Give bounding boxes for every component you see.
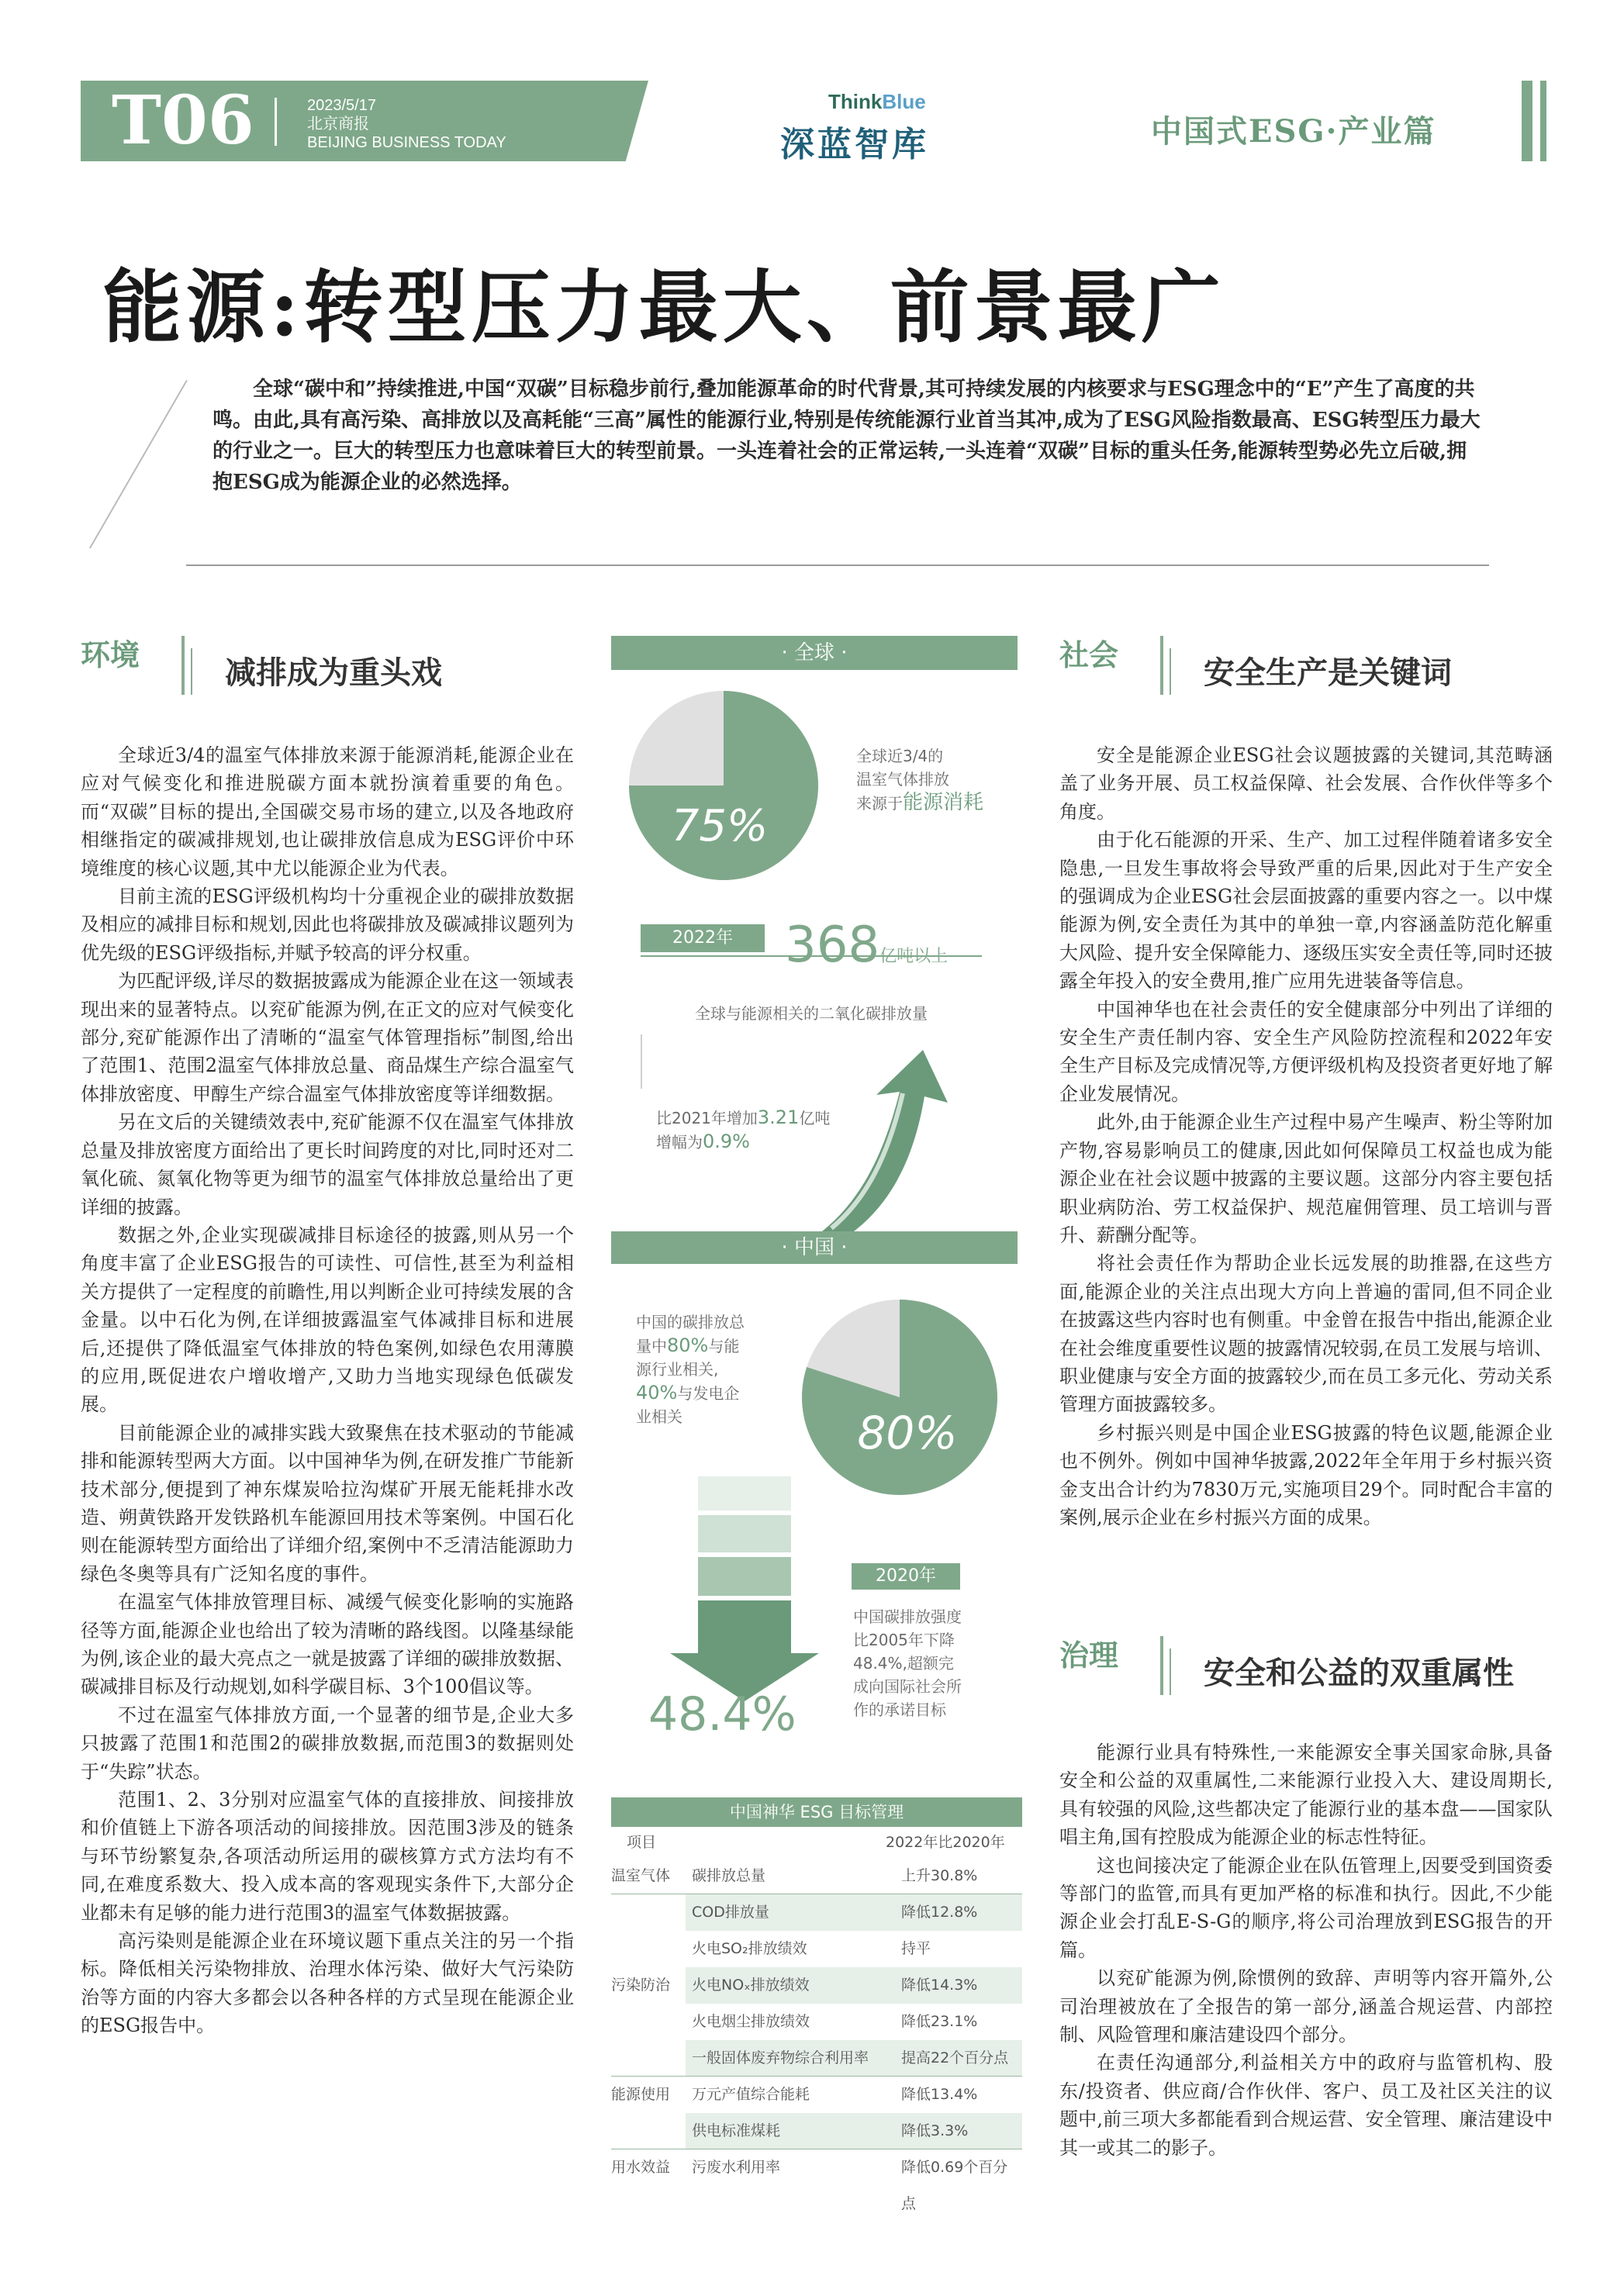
section-title: 中国式ESG·产业篇 — [1151, 113, 1436, 150]
body-paragraph: 乡村振兴则是中国企业ESG披露的特色议题,能源企业也不例外。例如中国神华披露,2022年全年用于乡村振兴资金支出合计约为7830万元,实施项目29个。同时配合丰富的案例,展示企业在乡村振兴方面的成果。 — [1059, 1421, 1553, 1528]
page-number: T06 — [112, 81, 254, 160]
china-desc-line: 业相关 — [636, 1407, 682, 1426]
deco-bar — [1540, 81, 1546, 161]
china-desc-line — [636, 1334, 766, 1358]
row-group: 污染防治 — [611, 1977, 671, 1994]
gov-heading: 安全和公益的双重属性 — [1204, 1655, 1514, 1691]
table-row — [611, 2113, 1022, 2149]
co2-value: 368 — [785, 917, 880, 974]
china-desc — [636, 1310, 766, 1428]
intensity-line: 中国碳排放强度 — [853, 1607, 962, 1626]
co2-caption: 全球与能源相关的二氧化碳排放量 — [695, 1004, 928, 1023]
row-item: 一般固体废弃物综合利用率 — [686, 2040, 895, 2077]
body-paragraph: 范围1、2、3分别对应温室气体的直接排放、间接排放和价值链上下游各项活动的间接排放。因范围3涉及的链条与环节纷繁复杂,各项活动所运用的碳核算方式方法均有不同,在难度系数大、投入成本高的客观现实条件下,大部分企业都未有足够的能力进行范围3的温室气体数据披露。 — [81, 1789, 574, 1924]
table-row — [611, 2149, 1022, 2212]
table-row — [611, 2004, 1022, 2040]
paper-name-cn: 北京商报 — [307, 116, 369, 133]
paper-name-en: BEIJING BUSINESS TODAY — [307, 134, 506, 151]
increase-text: 比2021年增加 — [656, 1109, 758, 1127]
issue-date: 2023/5/17 — [307, 97, 376, 114]
body-paragraph: 安全是能源企业ESG社会议题披露的关键词,其范畴涵盖了业务开展、员工权益保障、社会发展、合作伙伴等多个角度。 — [1059, 744, 1553, 823]
row-change: 降低23.1% — [901, 2013, 978, 2030]
deco-bar — [1522, 81, 1532, 161]
lead-box — [186, 374, 1489, 498]
row-item: 万元产值综合能耗 — [692, 2086, 810, 2103]
header-divider — [275, 98, 277, 146]
china-band: · 中国 · — [611, 1231, 1018, 1264]
lead-paragraph: 全球“碳中和”持续推进,中国“双碳”目标稳步前行,叠加能源革命的时代背景,其可持续发展的内核要求与ESG理念中的“E”产生了高度的共鸣。由此,具有高污染、高排放以及高耗能“三高”属性的能源行业,特别是传统能源行业首当其冲,成为了ESG风险指数最高、ESG转型压力最大的行业之一。巨大的转型压力也意味着巨大的转型前景。一头连着社会的正常运转,一头连着“双碳”目标的重头任务,能源转型势必先立后破,拥抱ESG成为能源企业的必然选择。 — [213, 378, 1481, 494]
china-desc-accent: 40% — [636, 1382, 678, 1403]
global-desc-line: 温室气体排放 — [856, 770, 949, 789]
row-item: 污废水利用率 — [692, 2159, 781, 2176]
intensity-line: 比2005年下降 — [853, 1631, 955, 1649]
env-tag-bar — [181, 636, 185, 695]
intensity-line: 作的承诺目标 — [853, 1700, 946, 1719]
table-row — [611, 1967, 1022, 2004]
body-paragraph: 目前能源企业的减排实践大致聚焦在技术驱动的节能减排和能源转型两大方面。以中国神华为例,在研发推广节能新技术部分,便提到了神东煤炭哈拉沟煤矿开展无能耗排水改造、朔黄铁路开发铁路机车能源回用技术等案例。中国石化则在能源转型方面给出了详细介绍,案例中不乏清洁能源助力绿色冬奥等具有广泛知名度的事件。 — [81, 1421, 574, 1585]
brand-en-think: Think — [828, 90, 883, 113]
env-tag: 环境 — [81, 637, 140, 672]
intensity-line: 成向国际社会所 — [853, 1677, 962, 1696]
increase-pct: 0.9% — [703, 1131, 750, 1152]
table-row — [611, 2077, 1022, 2113]
row-item: 火电烟尘排放绩效 — [692, 2013, 810, 2030]
row-group: 能源使用 — [611, 2086, 671, 2103]
row-change: 上升30.8% — [901, 1867, 978, 1884]
body-paragraph: 全球近3/4的温室气体排放来源于能源消耗,能源企业在应对气候变化和推进脱碳方面本就扮演着重要的角色。而“双碳”目标的提出,全国碳交易市场的建立,以及各地政府相继指定的碳减排规划,也让碳排放信息成为ESG评价中环境维度的核心议题,其中尤以能源企业为代表。 — [81, 744, 574, 879]
row-item: 供电标准煤耗 — [686, 2113, 895, 2149]
china-desc-line: 源行业相关, — [636, 1360, 719, 1379]
china-desc-text: 量中 — [636, 1337, 667, 1355]
brand-logo-cn: 深蓝智库 — [780, 125, 929, 164]
env-tag-bar — [191, 648, 192, 695]
china-pie — [799, 1296, 1000, 1498]
intensity-line: 48.4%,超额完 — [853, 1654, 954, 1673]
header-change: 2022年比2020年 — [886, 1834, 1005, 1851]
body-paragraph: 高污染则是能源企业在环境议题下重点关注的另一个指标。降低相关污染物排放、治理水体污染、做好大气污染防治等方面的内容大多都会以各种各样的方式呈现在能源企业的ESG报告中。 — [81, 1930, 574, 2037]
body-paragraph: 为匹配评级,详尽的数据披露成为能源企业在这一领域表现出来的显著特点。以兖矿能源为例,在正文的应对气候变化部分,兖矿能源作出了清晰的“温室气体管理指标”制图,给出了范围1、范围2温室气体排放总量、商品煤生产综合温室气体排放密度、甲醇生产综合温室气体排放密度等详细数据。 — [81, 970, 574, 1105]
table-row — [611, 1931, 1022, 1967]
row-change: 降低13.4% — [901, 2086, 978, 2103]
row-group: 用水效益 — [611, 2159, 671, 2176]
china-desc-text: 与能 — [708, 1337, 740, 1355]
row-change: 降低0.69个百分点 — [901, 2159, 1008, 2212]
row-item: COD排放量 — [686, 1894, 895, 1931]
publication-info — [307, 96, 506, 152]
env-body — [81, 741, 574, 2040]
global-pie — [627, 689, 821, 882]
up-arrow-icon — [814, 1045, 954, 1239]
row-item: 火电SO₂排放绩效 — [692, 1940, 807, 1957]
intensity-big: 48.4% — [648, 1687, 796, 1742]
table-row — [611, 2040, 1022, 2077]
global-pct-label: 75% — [671, 801, 769, 851]
body-paragraph: 中国神华也在社会责任的安全健康部分中列出了详细的安全生产责任制内容、安全生产风险防控流程和2022年安全生产目标及完成情况等,方便评级机构及投资者更好地了解企业发展情况。 — [1059, 998, 1553, 1105]
increase-value: 3.21 — [757, 1107, 800, 1128]
year-2022-tag: 2022年 — [641, 924, 765, 952]
body-paragraph: 目前主流的ESG评级机构均十分重视企业的碳排放数据及相应的减排目标和规划,因此也将碳排放及碳减排议题列为优先级的ESG评级指标,并赋予较高的评分权重。 — [81, 886, 574, 964]
body-paragraph: 能源行业具有特殊性,一来能源安全事关国家命脉,具备安全和公益的双重属性,二来能源行业投入大、建设周期长,具有较强的风险,这些都决定了能源行业的基本盘——国家队唱主角,国有控股成为能源企业的标志性特征。 — [1059, 1742, 1553, 1849]
china-desc-line — [636, 1381, 766, 1405]
env-heading: 减排成为重头戏 — [225, 654, 442, 691]
gov-body — [1059, 1738, 1553, 2162]
social-tag-bar — [1170, 648, 1171, 695]
brand-logo-en — [828, 90, 926, 114]
global-desc-line: 全球近3/4的 — [856, 747, 944, 765]
china-desc-line: 中国的碳排放总 — [636, 1313, 745, 1331]
body-paragraph: 将社会责任作为帮助企业长远发展的助推器,在这些方面,能源企业的关注点出现大方向上普遍的雷同,但不同企业在披露这些内容时也有侧重。中金曾在报告中指出,能源企业在社会维度重要性议题的披露情况较弱,在员工发展与培训、职业健康与安全方面的披露较少,而在员工多元化、劳动关系管理方面披露较多。 — [1059, 1252, 1553, 1416]
global-desc-text: 来源于 — [856, 794, 903, 813]
gov-tag-bar — [1170, 1649, 1171, 1695]
headline: 能源:转型压力最大、前景最广 — [102, 261, 1225, 354]
body-paragraph: 另在文后的关键绩效表中,兖矿能源不仅在温室气体排放总量及排放密度方面给出了更长时间跨度的对比,同时还对二氧化硫、氮氧化物等更为细节的温室气体排放总量给出了更详细的披露。 — [81, 1111, 574, 1218]
intensity-desc — [853, 1605, 983, 1721]
global-desc-line — [856, 791, 1027, 815]
down-arrow-icon — [667, 1476, 822, 1701]
social-body — [1059, 741, 1553, 1531]
china-pct-label: 80% — [857, 1407, 958, 1459]
body-paragraph: 数据之外,企业实现碳减排目标途径的披露,则从另一个角度丰富了企业ESG报告的可读性、可信性,甚至为利益相关方提供了一定程度的前瞻性,用以判断企业可持续发展的含金量。以中石化为例,在详细披露温室气体减排目标和进展后,还提供了降低温室气体排放的特色案例,如绿色农用薄膜的应用,既促进农户增收增产,又助力当地实现绿色低碳发展。 — [81, 1224, 574, 1416]
row-change: 降低14.3% — [895, 1967, 1022, 2004]
gov-tag-bar — [1160, 1636, 1163, 1695]
increase-desc — [656, 1106, 830, 1154]
social-heading: 安全生产是关键词 — [1204, 654, 1452, 691]
co2-unit: 亿吨以上 — [879, 947, 948, 966]
increase-line — [656, 1130, 830, 1154]
lead-rule — [186, 565, 1489, 566]
global-desc-accent: 能源消耗 — [903, 791, 984, 814]
body-paragraph: 不过在温室气体排放方面,一个显著的细节是,企业大多只披露了范围1和范围2的碳排放数据,而范围3的数据则处于“失踪”状态。 — [81, 1704, 574, 1783]
china-desc-accent: 80% — [667, 1334, 709, 1356]
china-desc-text: 与发电企 — [677, 1384, 740, 1403]
brand-en-blue: Blue — [882, 90, 926, 113]
increase-line — [656, 1106, 830, 1130]
co2-number — [785, 918, 948, 984]
table-body — [611, 1858, 1022, 2212]
table-title: 中国神华 ESG 目标管理 — [611, 1797, 1022, 1827]
body-paragraph: 这也间接决定了能源企业在队伍管理上,因要受到国资委等部门的监管,而具有更加严格的标准和执行。因此,不少能源企业会打乱E-S-G的顺序,将公司治理放到ESG报告的开篇。 — [1059, 1854, 1553, 1961]
gov-tag: 治理 — [1059, 1638, 1119, 1673]
row-change: 降低12.8% — [895, 1894, 1022, 1931]
table-header — [611, 1827, 1022, 1858]
global-desc — [856, 744, 1027, 815]
table-row — [611, 1858, 1022, 1894]
caption-rule — [641, 1034, 642, 1089]
row-item: 碳排放总量 — [692, 1867, 766, 1884]
lead-decoration — [89, 380, 188, 549]
table-row — [611, 1894, 1022, 1931]
body-paragraph: 以兖矿能源为例,除惯例的致辞、声明等内容开篇外,公司治理被放在了全报告的第一部分,涵盖合规运营、内部控制、风险管理和廉洁建设四个部分。 — [1059, 1967, 1553, 2046]
row-change: 提高22个百分点 — [895, 2040, 1022, 2077]
header-item: 项目 — [627, 1834, 657, 1851]
body-paragraph: 此外,由于能源企业生产过程中易产生噪声、粉尘等附加产物,容易影响员工的健康,因此如何保障员工权益也成为能源企业在社会议题中披露的主要议题。这部分内容主要包括职业病防治、劳工权益保护、规范雇佣管理、员工培训与晋升、薪酬分配等。 — [1059, 1111, 1553, 1246]
row-item: 火电NOₓ排放绩效 — [686, 1967, 895, 2004]
body-paragraph: 由于化石能源的开采、生产、加工过程伴随着诸多安全隐患,一旦发生事故将会导致严重的后果,因此对于生产安全的强调成为企业ESG社会层面披露的重要内容之一。以中煤能源为例,安全责任为其中的单独一章,内容涵盖防范化解重大风险、提升安全保障能力、逐级压实安全责任等,同时还披露全年投入的安全费用,推广应用先进装备等信息。 — [1059, 829, 1553, 993]
social-tag-bar — [1160, 636, 1163, 695]
increase-text: 增幅为 — [656, 1133, 703, 1151]
social-tag: 社会 — [1059, 637, 1119, 672]
year-2020-tag: 2020年 — [852, 1563, 960, 1590]
body-paragraph: 在责任沟通部分,利益相关方中的政府与监管机构、股东/投资者、供应商/合作伙伴、客户、员工及社区关注的议题中,前三项大多都能看到合规运营、安全管理、廉洁建设中其一或其二的影子。 — [1059, 2052, 1553, 2159]
body-paragraph: 在温室气体排放管理目标、减缓气候变化影响的实施路径等方面,能源企业也给出了较为清晰的路线图。以隆基绿能为例,该企业的最大亮点之一就是披露了详细的碳排放数据、碳减排目标及行动规划,如科学碳目标、3个100倡议等。 — [81, 1591, 574, 1698]
esg-target-table — [611, 1797, 1022, 2212]
increase-unit: 亿吨 — [799, 1109, 831, 1127]
row-group: 温室气体 — [611, 1867, 671, 1884]
global-band: · 全球 · — [611, 636, 1018, 670]
row-change: 持平 — [901, 1940, 931, 1957]
row-change: 降低3.3% — [895, 2113, 1022, 2149]
